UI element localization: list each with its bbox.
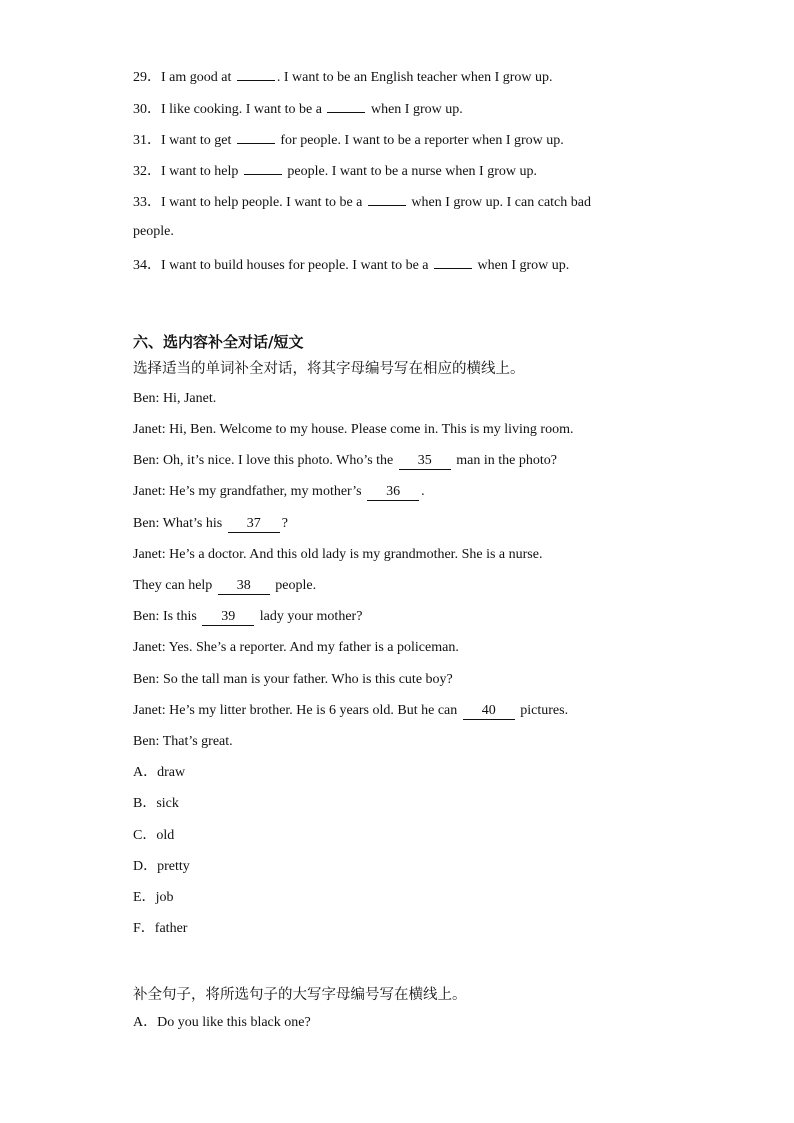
answer-blank[interactable] [327, 99, 365, 113]
question-34: 34．I want to build houses for people. I want to be a when I grow up. [133, 255, 569, 275]
answer-blank-40[interactable]: 40 [463, 703, 515, 720]
dialogue-line: Janet: He’s my grandfather, my mother’s 36 . [133, 484, 425, 499]
dialogue-line: Janet: Hi, Ben. Welcome to my house. Please come in. This is my living room. [133, 422, 574, 437]
answer-blank-37[interactable]: 37 [228, 516, 280, 533]
dialogue-line: Ben: So the tall man is your father. Who is this cute boy? [133, 672, 453, 687]
question-32: 32．I want to help people. I want to be a nurse when I grow up. [133, 161, 537, 181]
answer-blank[interactable] [434, 255, 472, 269]
question-33-continued: people. [133, 224, 174, 239]
dialogue-line: Ben: What’s his 37 ? [133, 516, 288, 531]
answer-blank[interactable] [237, 130, 275, 144]
option-e: E．job [133, 890, 174, 905]
dialogue-line: They can help 38 people. [133, 578, 317, 593]
section-heading: 六、选内容补全对话/短文 [133, 333, 304, 351]
answer-blank[interactable] [244, 161, 282, 175]
dialogue-line: Ben: Oh, it’s nice. I love this photo. Who’s the 35 man in the photo? [133, 453, 557, 468]
question-30: 30．I like cooking. I want to be a when I grow up. [133, 99, 463, 119]
question-33: 33．I want to help people. I want to be a when I grow up. I can catch bad [133, 192, 591, 212]
dialogue-line: Janet: He’s my litter brother. He is 6 years old. But he can 40 pictures. [133, 703, 569, 718]
question-31: 31．I want to get for people. I want to be a reporter when I grow up. [133, 130, 564, 150]
section-instruction-2: 补全句子，将所选句子的大写字母编号写在横线上。 [133, 987, 467, 1003]
dialogue-line: Janet: He’s a doctor. And this old lady is my grandmother. She is a nurse. [133, 547, 543, 562]
answer-blank[interactable] [368, 192, 406, 206]
question-29: 29．I am good at . I want to be an English teacher when I grow up. [133, 67, 553, 87]
sentence-option-a: A．Do you like this black one? [133, 1015, 311, 1030]
answer-blank-36[interactable]: 36 [367, 484, 419, 501]
answer-blank-39[interactable]: 39 [202, 609, 254, 626]
answer-blank-35[interactable]: 35 [399, 453, 451, 470]
answer-blank-38[interactable]: 38 [218, 578, 270, 595]
dialogue-line: Ben: That’s great. [133, 734, 233, 749]
dialogue-line: Ben: Is this 39 lady your mother? [133, 609, 363, 624]
option-f: F．father [133, 921, 188, 936]
option-d: D．pretty [133, 859, 190, 874]
option-a: A．draw [133, 765, 186, 780]
option-c: C．old [133, 828, 175, 843]
answer-blank[interactable] [237, 67, 275, 81]
dialogue-line: Janet: Yes. She’s a reporter. And my father is a policeman. [133, 640, 459, 655]
option-b: B．sick [133, 796, 179, 811]
section-instruction: 选择适当的单词补全对话，将其字母编号写在相应的横线上。 [133, 361, 525, 377]
dialogue-line: Ben: Hi, Janet. [133, 391, 217, 406]
